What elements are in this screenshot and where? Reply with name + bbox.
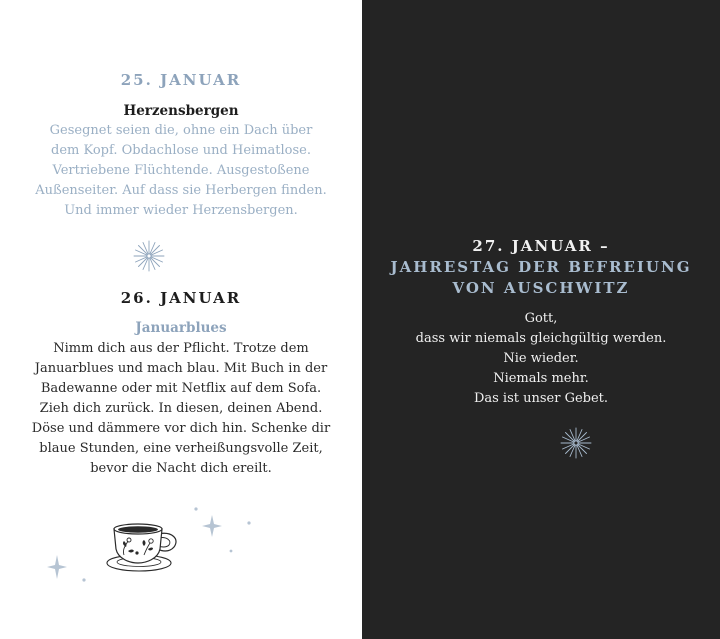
entry-25-line: dem Kopf. Obdachlose und Heimatlose.: [51, 143, 311, 158]
entry-27-heading: [362, 236, 720, 299]
entry-26-line: blaue Stunden, eine verheißungsvolle Zeit,: [39, 441, 323, 456]
entry-25-line: Und immer wieder Herzensbergen.: [64, 203, 298, 218]
entry-27-subtitle: JAHRESTAG DER BEFREIUNG: [390, 258, 692, 276]
entry-25-line: Gesegnet seien die, ohne ein Dach über: [49, 123, 313, 138]
entry-26-date: 26. JANUAR: [120, 289, 242, 307]
entry-26-line: Badewanne oder mit Netflix auf dem Sofa.: [40, 381, 322, 396]
starburst-ornament-icon: [131, 238, 167, 274]
entry-27-text: [362, 309, 720, 409]
entry-27-subtitle: VON AUSCHWITZ: [452, 279, 630, 297]
entry-27-line: dass wir niemals gleichgültig werden.: [415, 331, 667, 346]
entry-25-line: Außenseiter. Auf dass sie Herbergen finden.: [35, 183, 327, 198]
entry-25-date: 25. JANUAR: [120, 71, 242, 89]
entry-27-line: Nie wieder.: [503, 351, 579, 366]
right-page: [362, 0, 720, 639]
entry-25-title: Herzensbergen: [123, 103, 239, 119]
entry-25-text: [0, 121, 362, 221]
entry-26-line: Döse und dämmere vor dich hin. Schenke dir: [31, 421, 331, 436]
entry-26-line: bevor die Nacht dich ereilt.: [90, 461, 272, 476]
coffee-cup-illustration-icon: [40, 505, 270, 595]
entry-27-line: Gott,: [524, 311, 558, 326]
entry-27-date: 27. JANUAR –: [472, 237, 610, 255]
entry-26-line: Nimm dich aus der Pflicht. Trotze dem: [53, 341, 309, 356]
entry-26-line: Zieh dich zurück. In diesen, deinen Abend.: [39, 401, 323, 416]
entry-27-line: Das ist unser Gebet.: [473, 391, 609, 406]
entry-25-line: Vertriebene Flüchtende. Ausgestoßene: [52, 163, 310, 178]
entry-26-title: Januarblues: [135, 320, 227, 336]
entry-27-line: Niemals mehr.: [493, 371, 589, 386]
entry-26-text: [0, 339, 362, 479]
entry-26-line: Januarblues und mach blau. Mit Buch in der: [34, 361, 328, 376]
starburst-ornament-icon: [559, 426, 593, 460]
